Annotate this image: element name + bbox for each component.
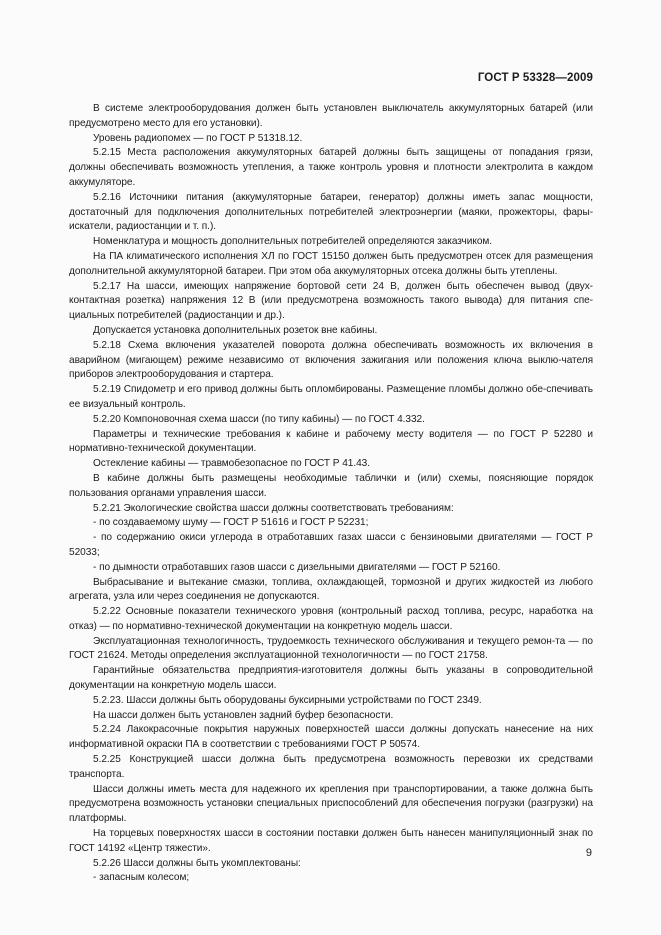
paragraph: 5.2.17 На шасси, имеющих напряжение бортовой сети 24 В, должен быть обеспечен вывод (двух-контактная розетка) напряжения 12 В (или предусмотрена возможность такого вывода) для питания спе-циальных потребителей (радиостанции и др.).	[69, 280, 593, 322]
paragraph: 5.2.18 Схема включения указателей поворота должна обеспечивать возможность их включения в аварийном (мигающем) режиме независимо от включения зажигания или положения ключа выклю-чателя приборов электрооборудования и стартера.	[69, 339, 593, 381]
paragraph: - запасным колесом;	[93, 872, 190, 884]
paragraph: Выбрасывание и вытекание смазки, топлива, охлаждающей, тормозной и других жидкостей из любого агрегата, узла или через соединения не допускаются.	[69, 576, 593, 603]
paragraph: Допускается установка дополнительных розеток вне кабины.	[93, 324, 378, 336]
paragraph: В кабине должны быть размещены необходимые таблички и (или) схемы, поясняющие порядок пользования органами управления шасси.	[69, 472, 593, 499]
paragraph: Параметры и технические требования к кабине и рабочему месту водителя — по ГОСТ Р 52280 и нормативно-технической документации.	[69, 428, 593, 455]
paragraph: 5.2.20 Компоновочная схема шасси (по типу кабины) — по ГОСТ 4.332.	[93, 413, 425, 425]
paragraph: - по содержанию окиси углерода в отработавших газах шасси с бензиновыми двигателями — ГОСТ Р 52033;	[69, 532, 593, 558]
paragraph: 5.2.16 Источники питания (аккумуляторные батареи, генератор) должны иметь запас мощности, достаточный для подключения дополнительных потребителей электроэнергии (маяки, прожекторы, фары-искатели, радиостанции и т. п.).	[69, 191, 593, 233]
paragraph: На шасси должен быть установлен задний буфер безопасности.	[93, 709, 394, 721]
paragraph: 5.2.25 Конструкцией шасси должна быть предусмотрена возможность перевозки их средствами транспорта.	[69, 754, 593, 780]
paragraph: 5.2.23. Шасси должны быть оборудованы буксирными устройствами по ГОСТ 2349.	[93, 694, 482, 706]
paragraph: Номенклатура и мощность дополнительных потребителей определяются заказчиком.	[93, 236, 493, 248]
paragraph: 5.2.21 Экологические свойства шасси должны соответствовать требованиям:	[93, 502, 454, 514]
paragraph: Эксплуатационная технологичность, трудоемкость технического обслуживания и текущего ремон-та — по ГОСТ 21624. Методы определения эксплуатационной технологичности — по ГОСТ 21758.	[69, 635, 593, 662]
paragraph: Уровень радиопомех — по ГОСТ Р 51318.12.	[93, 132, 303, 144]
paragraph: В системе электрооборудования должен быть установлен выключатель аккумуляторных батарей (или предусмотрено место для его установки).	[69, 103, 593, 129]
paragraph: - по создаваемому шуму — ГОСТ Р 51616 и ГОСТ Р 52231;	[93, 517, 369, 529]
paragraph: 5.2.22 Основные показатели технического уровня (контрольный расход топлива, ресурс, наработка на отказ) — по нормативно-технической документации на конкретную модель шасси.	[69, 606, 593, 632]
paragraph: Шасси должны иметь места для надежного их крепления при транспортировании, а также должна быть предусмотрена возможность установки специальных приспособлений для обеспечения погрузки (разгрузки) на платформы.	[69, 783, 593, 825]
paragraph: 5.2.26 Шасси должны быть укомплектованы:	[93, 857, 301, 869]
paragraph: На торцевых поверхностях шасси в состоянии поставки должен быть нанесен манипуляционный знак по ГОСТ 14192 «Центр тяжести».	[69, 828, 593, 854]
document-body	[69, 102, 593, 886]
paragraph: 5.2.19 Спидометр и его привод должны быть опломбированы. Размещение пломбы должно обе-спечивать ее визуальный контроль.	[69, 384, 593, 410]
paragraph: - по дымности отработавших газов шасси с дизельными двигателями — ГОСТ Р 52160.	[93, 561, 501, 573]
paragraph: На ПА климатического исполнения ХЛ по ГОСТ 15150 должен быть предусмотрен отсек для размещения дополнительной аккумуляторной батареи. При этом оба аккумуляторных отсека должны быть утеплены.	[69, 250, 593, 277]
standard-header: ГОСТ Р 53328—2009	[477, 72, 593, 84]
page-number: 9	[585, 847, 592, 859]
paragraph: 5.2.15 Места расположения аккумуляторных батарей должны быть защищены от попадания грязи, должны обеспечивать возможность утепления, а также контроль уровня и плотности электролита в каждом аккумуляторе.	[69, 147, 593, 188]
paragraph: 5.2.24 Лакокрасочные покрытия наружных поверхностей шасси должны допускать нанесение на них информативной окраски ПА в соответствии с требованиями ГОСТ Р 50574.	[69, 724, 593, 751]
paragraph: Гарантийные обязательства предприятия-изготовителя должны быть указаны в сопроводительной документации на конкретную модель шасси.	[69, 665, 593, 692]
paragraph: Остекление кабины — травмобезопасное по ГОСТ Р 41.43.	[93, 458, 370, 470]
